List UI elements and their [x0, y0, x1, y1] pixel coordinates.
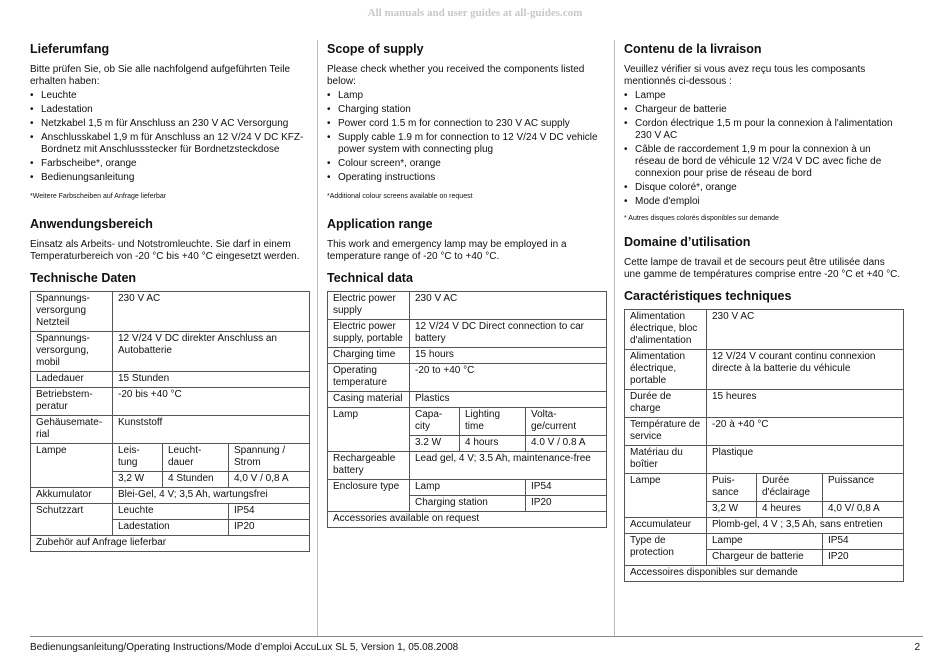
table-cell: Type de protection [625, 534, 707, 566]
table-cell: Spannung / Strom [229, 444, 310, 472]
list-item: • Colour screen*, orange [327, 158, 607, 170]
table-cell: Leuchte [113, 504, 229, 520]
table-row [625, 518, 904, 534]
table-cell: Ladestation [113, 520, 229, 536]
table-row [328, 292, 607, 320]
table-row [625, 446, 904, 474]
table-cell: Akkumulator [31, 488, 113, 504]
table-cell: Lamp [328, 408, 410, 452]
table-cell: Plomb-gel, 4 V ; 3,5 Ah, sans entretien [707, 518, 904, 534]
table-row [31, 504, 310, 520]
watermark: All manuals and user guides at all-guides.com [367, 7, 583, 19]
table-cell: Alimentation électrique, portable [625, 350, 707, 390]
supply-heading: Scope of supply [327, 42, 424, 56]
table-cell: 230 V AC [410, 292, 607, 320]
list-item: • Leuchte [30, 90, 310, 102]
table-cell: 4 hours [460, 436, 526, 452]
table-cell: 3,2 W [113, 472, 163, 488]
supply-list [30, 90, 310, 184]
list-item: • Anschlusskabel 1,9 m für Anschluss an 12 V/24 V DC KFZ-Bordnetz mit Anschlussstecker für Bordnetzsteckdose [30, 132, 310, 156]
table-row [625, 566, 904, 582]
table-cell: Puissance [823, 474, 904, 502]
list-item: • Farbscheibe*, orange [30, 158, 310, 170]
table-cell: IP54 [823, 534, 904, 550]
table-cell: Capa-city [410, 408, 460, 436]
table-cell: Alimentation électrique, bloc d'alimentation [625, 310, 707, 350]
table-cell: Matériau du boîtier [625, 446, 707, 474]
table-cell: Puis-sance [707, 474, 757, 502]
table-cell: Lampe [707, 534, 823, 550]
application-range-heading: Application range [327, 217, 433, 231]
column-divider [317, 40, 318, 636]
technical-data-table [30, 291, 310, 552]
supply-intro: Veuillez vérifier si vous avez reçu tous les composants mentionnés ci-dessous : [624, 64, 866, 87]
table-cell: Plastics [410, 392, 607, 408]
list-item: • Supply cable 1.9 m for connection to 12 V/24 V DC vehicle power system with connecting plug [327, 132, 607, 156]
table-row [328, 452, 607, 480]
supply-heading: Lieferumfang [30, 42, 110, 56]
supply-intro: Bitte prüfen Sie, ob Sie alle nachfolgend aufgeführten Teile erhalten haben: [30, 64, 290, 87]
table-row [328, 364, 607, 392]
table-cell: Ladedauer [31, 372, 113, 388]
table-cell: Accessories available on request [328, 512, 607, 528]
table-row [625, 390, 904, 418]
list-item: • Lampe [624, 90, 904, 102]
table-cell: Gehäusemate-rial [31, 416, 113, 444]
table-cell: Electric power supply, portable [328, 320, 410, 348]
list-item: • Operating instructions [327, 172, 607, 184]
list-item: • Ladestation [30, 104, 310, 116]
table-cell: 230 V AC [113, 292, 310, 332]
table-row [31, 332, 310, 372]
table-cell: 3,2 W [707, 502, 757, 518]
table-cell: 4.0 V / 0.8 A [526, 436, 607, 452]
table-cell: 4 heures [757, 502, 823, 518]
table-cell: IP20 [229, 520, 310, 536]
table-row [625, 534, 904, 550]
table-cell: Lampe [625, 474, 707, 518]
table-cell: 4,0 V / 0,8 A [229, 472, 310, 488]
list-item: • Disque coloré*, orange [624, 182, 904, 194]
table-cell: IP54 [526, 480, 607, 496]
table-cell: Charging station [410, 496, 526, 512]
footer-rule [30, 636, 923, 637]
list-item: • Mode d'emploi [624, 196, 904, 208]
table-row [328, 408, 607, 436]
supply-list [624, 90, 904, 208]
table-cell: Casing material [328, 392, 410, 408]
list-item: • Cordon électrique 1,5 m pour la connexion à l'alimentation 230 V AC [624, 118, 904, 142]
table-cell: 15 Stunden [113, 372, 310, 388]
application-range-heading: Anwendungsbereich [30, 217, 153, 231]
list-item: • Câble de raccordement 1,9 m pour la connexion à un réseau de bord de véhicule 12 V/24 V DC avec fiche de connexion pour prise de réseau de bord [624, 144, 904, 180]
table-row [31, 372, 310, 388]
page-number: 2 [914, 642, 920, 653]
list-item: • Charging station [327, 104, 607, 116]
table-row [328, 320, 607, 348]
table-cell: IP20 [526, 496, 607, 512]
technical-data-heading: Caractéristiques techniques [624, 289, 792, 303]
table-cell: Plastique [707, 446, 904, 474]
table-cell: Accessoires disponibles sur demande [625, 566, 904, 582]
supply-footnote: *Weitere Farbscheiben auf Anfrage lieferbar [30, 193, 167, 200]
table-row [31, 444, 310, 472]
application-range-text: This work and emergency lamp may be employed in a temperature range of -20 °C to +40 °C. [327, 239, 567, 262]
application-range-text: Einsatz als Arbeits- und Notstromleuchte. Sie darf in einem Temperaturbereich von -20 °C bis +40 °C eingesetzt werden. [30, 239, 300, 262]
table-cell: 230 V AC [707, 310, 904, 350]
table-cell: Lead gel, 4 V; 3.5 Ah, maintenance-free [410, 452, 607, 480]
table-row [31, 388, 310, 416]
table-cell: Lamp [410, 480, 526, 496]
table-cell: Rechargeable battery [328, 452, 410, 480]
supply-footnote: * Autres disques colorés disponibles sur demande [624, 215, 779, 222]
list-item: • Chargeur de batterie [624, 104, 904, 116]
table-row [328, 512, 607, 528]
table-cell: -20 à +40 °C [707, 418, 904, 446]
table-cell: Spannungs-versorgung, mobil [31, 332, 113, 372]
table-row [328, 392, 607, 408]
table-cell: 4,0 V/ 0,8 A [823, 502, 904, 518]
table-cell: Spannungs-versorgung Netzteil [31, 292, 113, 332]
list-item: • Power cord 1.5 m for connection to 230 V AC supply [327, 118, 607, 130]
table-row [31, 416, 310, 444]
table-row [328, 480, 607, 496]
table-cell: Lampe [31, 444, 113, 488]
table-cell: Betriebstem-peratur [31, 388, 113, 416]
table-cell: 12 V/24 V courant continu connexion directe à la batterie du véhicule [707, 350, 904, 390]
table-cell: Enclosure type [328, 480, 410, 512]
table-cell: Durée d'éclairage [757, 474, 823, 502]
table-cell: Leucht-dauer [163, 444, 229, 472]
table-cell: -20 to +40 °C [410, 364, 607, 392]
table-row [31, 536, 310, 552]
table-row [31, 292, 310, 332]
table-cell: Volta-ge/current [526, 408, 607, 436]
table-cell: Leis-tung [113, 444, 163, 472]
table-cell: Kunststoff [113, 416, 310, 444]
table-cell: Operating temperature [328, 364, 410, 392]
application-range-text: Cette lampe de travail et de secours peut être utilisée dans une gamme de températures comprise entre -20 °C et +40 °C. [624, 257, 901, 280]
french-column [624, 42, 904, 582]
technical-data-table [624, 309, 904, 582]
supply-list [327, 90, 607, 184]
table-cell: 4 Stunden [163, 472, 229, 488]
table-cell: Zubehör auf Anfrage lieferbar [31, 536, 310, 552]
table-cell: Durée de charge [625, 390, 707, 418]
supply-heading: Contenu de la livraison [624, 42, 762, 56]
table-cell: Charging time [328, 348, 410, 364]
table-row [625, 350, 904, 390]
german-column [30, 42, 310, 552]
table-cell: 12 V/24 V DC Direct connection to car battery [410, 320, 607, 348]
supply-footnote: *Additional colour screens available on request [327, 193, 473, 200]
table-row [625, 474, 904, 502]
column-divider [614, 40, 615, 636]
table-row [31, 488, 310, 504]
application-range-heading: Domaine d’utilisation [624, 235, 751, 249]
list-item: • Netzkabel 1,5 m für Anschluss an 230 V AC Versorgung [30, 118, 310, 130]
table-cell: -20 bis +40 °C [113, 388, 310, 416]
technical-data-heading: Technical data [327, 271, 413, 285]
english-column [327, 42, 607, 528]
list-item: • Bedienungsanleitung [30, 172, 310, 184]
footer-text: Bedienungsanleitung/Operating Instructions/Mode d’emploi AccuLux SL 5, Version 1, 05.08.2008 [30, 642, 459, 653]
table-cell: Accumulateur [625, 518, 707, 534]
technical-data-heading: Technische Daten [30, 271, 137, 285]
table-cell: Température de service [625, 418, 707, 446]
table-cell: Chargeur de batterie [707, 550, 823, 566]
table-cell: 12 V/24 V DC direkter Anschluss an Autobatterie [113, 332, 310, 372]
table-row [625, 310, 904, 350]
table-cell: Electric power supply [328, 292, 410, 320]
table-cell: IP54 [229, 504, 310, 520]
footer [30, 642, 920, 653]
list-item: • Lamp [327, 90, 607, 102]
table-cell: 15 heures [707, 390, 904, 418]
table-cell: Schutzzart [31, 504, 113, 536]
supply-intro: Please check whether you received the components listed below: [327, 64, 585, 87]
table-row [328, 348, 607, 364]
technical-data-table [327, 291, 607, 528]
table-cell: IP20 [823, 550, 904, 566]
table-cell: Lighting time [460, 408, 526, 436]
table-cell: Blei-Gel, 4 V; 3,5 Ah, wartungsfrei [113, 488, 310, 504]
table-cell: 15 hours [410, 348, 607, 364]
table-row [625, 418, 904, 446]
table-cell: 3.2 W [410, 436, 460, 452]
